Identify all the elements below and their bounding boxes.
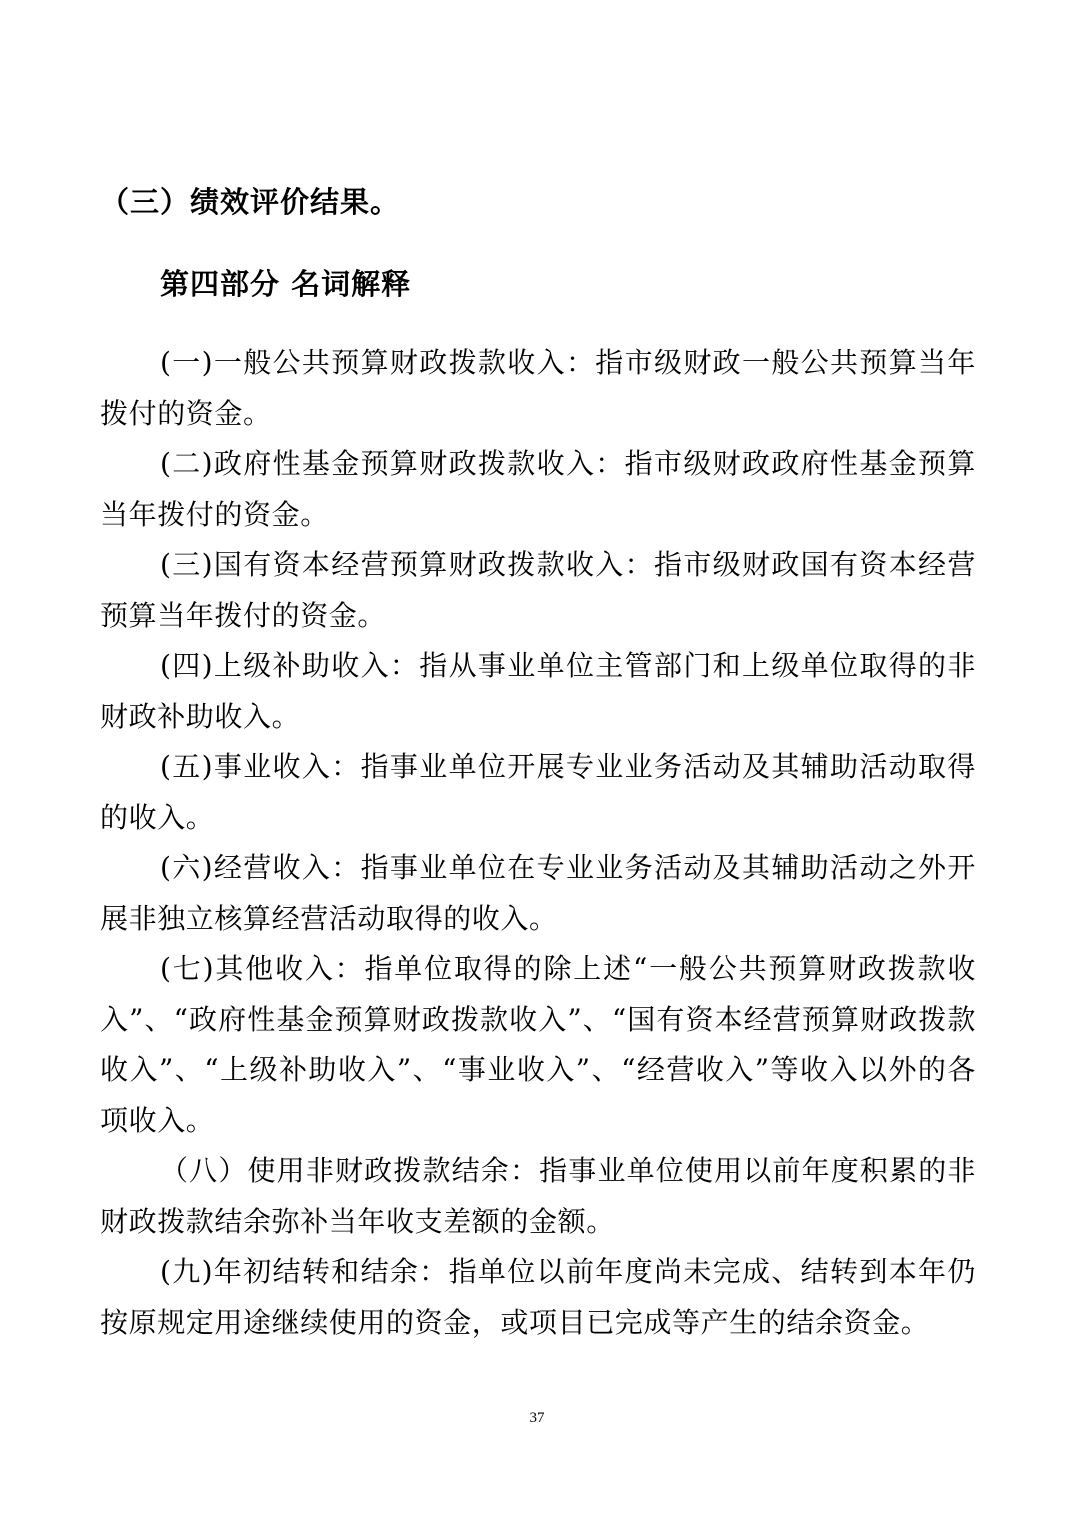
definition-item-1: (一)一般公共预算财政拨款收入：指市级财政一般公共预算当年拨付的资金。 [100, 346, 976, 430]
definition-item-5: (五)事业收入：指事业单位开展专业业务活动及其辅助活动取得的收入。 [100, 750, 976, 834]
definition-item-2: (二)政府性基金预算财政拨款收入：指市级财政政府性基金预算当年拨付的资金。 [100, 447, 976, 531]
definitions-list [100, 338, 976, 1348]
definition-item-3: (三)国有资本经营预算财政拨款收入：指市级财政国有资本经营预算当年拨付的资金。 [100, 548, 976, 632]
page-number: 37 [529, 1410, 545, 1426]
part-heading: 第四部分 名词解释 [160, 267, 412, 301]
section-heading: （三）绩效评价结果。 [100, 185, 401, 219]
definition-item-8: （八）使用非财政拨款结余：指事业单位使用以前年度积累的非财政拨款结余弥补当年收支差额的金额。 [100, 1154, 976, 1238]
definition-item-9: (九)年初结转和结余：指单位以前年度尚未完成、结转到本年仍按原规定用途继续使用的资金，或项目已完成等产生的结余资金。 [100, 1255, 976, 1339]
definition-item-4: (四)上级补助收入：指从事业单位主管部门和上级单位取得的非财政补助收入。 [100, 649, 976, 733]
definition-item-7: (七)其他收入：指单位取得的除上述“一般公共预算财政拨款收入”、“政府性基金预算财政拨款收入”、“国有资本经营预算财政拨款收入”、“上级补助收入”、“事业收入”、“经营收入”等收入以外的各项收入。 [100, 952, 976, 1137]
definition-item-6: (六)经营收入：指事业单位在专业业务活动及其辅助活动之外开展非独立核算经营活动取得的收入。 [100, 851, 976, 935]
